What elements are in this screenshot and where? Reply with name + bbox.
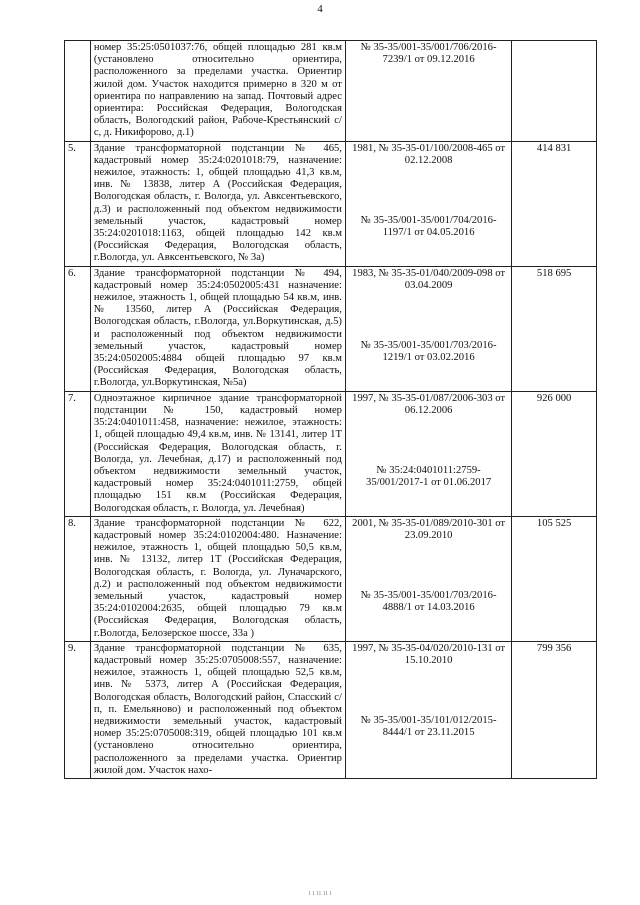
- registration-first: 2001, № 35-35-01/089/2010-301 от 23.09.2010: [352, 517, 506, 541]
- row-number: [65, 41, 91, 142]
- table-row: [65, 141, 597, 266]
- property-description: Одноэтажное кирпичное здание трансформаторной подстанции № 150, кадастровый номер 35:24:0401011:458, назначение: нежилое, этажность: 1, общей площадью 49,4 кв.м, инв. № 13141, литер 1Т (Российская Федерация, Вологодская область, г. Вологда, ул. Лечебная, д.17) и расположенный под объектом недвижимости земельный участок, кадастровый номер 35:24:0401011:2759, общей площадью 151 кв.м (Российская Федерация, Вологодская область, г. Вологда, ул. Лечебная): [90, 391, 345, 516]
- property-description: Здание трансформаторной подстанции № 465, кадастровый номер 35:24:0201018:79, назначение: нежилое, этажность: 1, общей площадью 41,3 кв.м, инв. № 13838, литер А (Российская Федерация, Вологодская область, г. Вологда, ул. Авксентьевского, д.3) и расположенный под объектом недвижимости земельный участок, кадастровый номер 35:24:0201018:1163, общей площадью 142 кв.м (Российская Федерация, Вологодская область, г.Вологда, ул. Авксентьевского, № 3а): [90, 141, 345, 266]
- table-row: [65, 641, 597, 778]
- registration-first: 1981, № 35-35-01/100/2008-465 от 02.12.2008: [352, 142, 506, 166]
- row-number: 7.: [65, 391, 91, 516]
- row-number: 9.: [65, 641, 91, 778]
- page-number: 4: [317, 3, 323, 15]
- registration-second: № 35-35/001-35/101/012/2015-8444/1 от 23.11.2015: [360, 715, 497, 739]
- registration-first: 1997, № 35-35-01/087/2006-303 от 06.12.2006: [352, 392, 506, 416]
- registration-first: 1997, № 35-35-04/020/2010-131 от 15.10.2010: [352, 642, 506, 666]
- row-number: 8.: [65, 516, 91, 641]
- footer-mark: ı ı ıı ıı ı: [308, 888, 332, 897]
- registration-cell: [345, 391, 511, 516]
- property-value: 799 356: [512, 641, 597, 778]
- table-row: [65, 391, 597, 516]
- registration-second: № 35-35/001-35/001/704/2016-1197/1 от 04.05.2016: [360, 215, 497, 239]
- row-number: 6.: [65, 266, 91, 391]
- property-value: 518 695: [512, 266, 597, 391]
- property-description: Здание трансформаторной подстанции № 635, кадастровый номер 35:25:0705008:557, назначение: нежилое, этажность 1, общей площадью 52,5 кв.м, инв. № 5373, литер А (Российская Федерация, Вологодская область, Вологодский район, Спасский с/п, п. Емельяново) и расположенный под объектом недвижимости земельный участок, кадастровый номер 35:25:0705008:319, общей площадью 101 кв.м (установлено относительно ориентира, расположенного за пределами участка. Ориентир жилой дом. Участок нахо-: [90, 641, 345, 778]
- property-value: 105 525: [512, 516, 597, 641]
- property-registry-table: [64, 40, 597, 779]
- property-value: 926 000: [512, 391, 597, 516]
- row-number: 5.: [65, 141, 91, 266]
- table-row: [65, 41, 597, 142]
- registration-cell: [345, 516, 511, 641]
- registration-second: № 35-35/001-35/001/703/2016-4888/1 от 14.03.2016: [360, 590, 497, 614]
- registration-cell: [345, 41, 511, 142]
- registration-second: № 35-35/001-35/001/706/2016-7239/1 от 09.12.2016: [360, 42, 497, 66]
- registration-second: № 35:24:0401011:2759-35/001/2017-1 от 01.06.2017: [366, 465, 492, 489]
- table-row: [65, 516, 597, 641]
- property-description: Здание трансформаторной подстанции № 622, кадастровый номер 35:24:0102004:480. Назначение: нежилое, этажность 1, общей площадью 50,5 кв.м, инв. № 13132, литер 1Т (Российская Федерация, Вологодская область, г. Вологда, ул. Луначарского, д.2) и расположенный под объектом недвижимости земельный участок, кадастровый номер 35:24:0102004:2635, общей площадью 79 кв.м (Российская Федерация, Вологодская область, г.Вологда, Белозерское шоссе, 33а ): [90, 516, 345, 641]
- property-description: Здание трансформаторной подстанции № 494, кадастровый номер 35:24:0502005:431 назначение: нежилое, этажность 1, общей площадью 54 кв.м, инв. № 13560, литер А (Российская Федерация, Вологодская область, г.Вологда, ул.Воркутинская, д.5) и расположенный под объектом недвижимости земельный участок, кадастровый номер 35:24:0502005:4884 общей площадью 97 кв.м (Российская Федерация, Вологодская область, г.Вологда, ул.Воркутинская, №5а): [90, 266, 345, 391]
- registration-first: 1983, № 35-35-01/040/2009-098 от 03.04.2009: [352, 267, 506, 291]
- registration-second: № 35-35/001-35/001/703/2016-1219/1 от 03.02.2016: [360, 340, 497, 364]
- registration-cell: [345, 141, 511, 266]
- registration-cell: [345, 266, 511, 391]
- table-row: [65, 266, 597, 391]
- property-value: 414 831: [512, 141, 597, 266]
- registration-cell: [345, 641, 511, 778]
- property-description: номер 35:25:0501037:76, общей площадью 281 кв.м (установлено относительно ориентира, расположенного за пределами участка. Ориентир жилой дом. Участок находится примерно в 320 м от ориентира по направлению на запад. Почтовый адрес ориентира: Российская Федерация, Вологодская область, Вологодский район, Рабоче-Крестьянский с/с, д. Никифорово, д.1): [90, 41, 345, 142]
- property-value: [512, 41, 597, 142]
